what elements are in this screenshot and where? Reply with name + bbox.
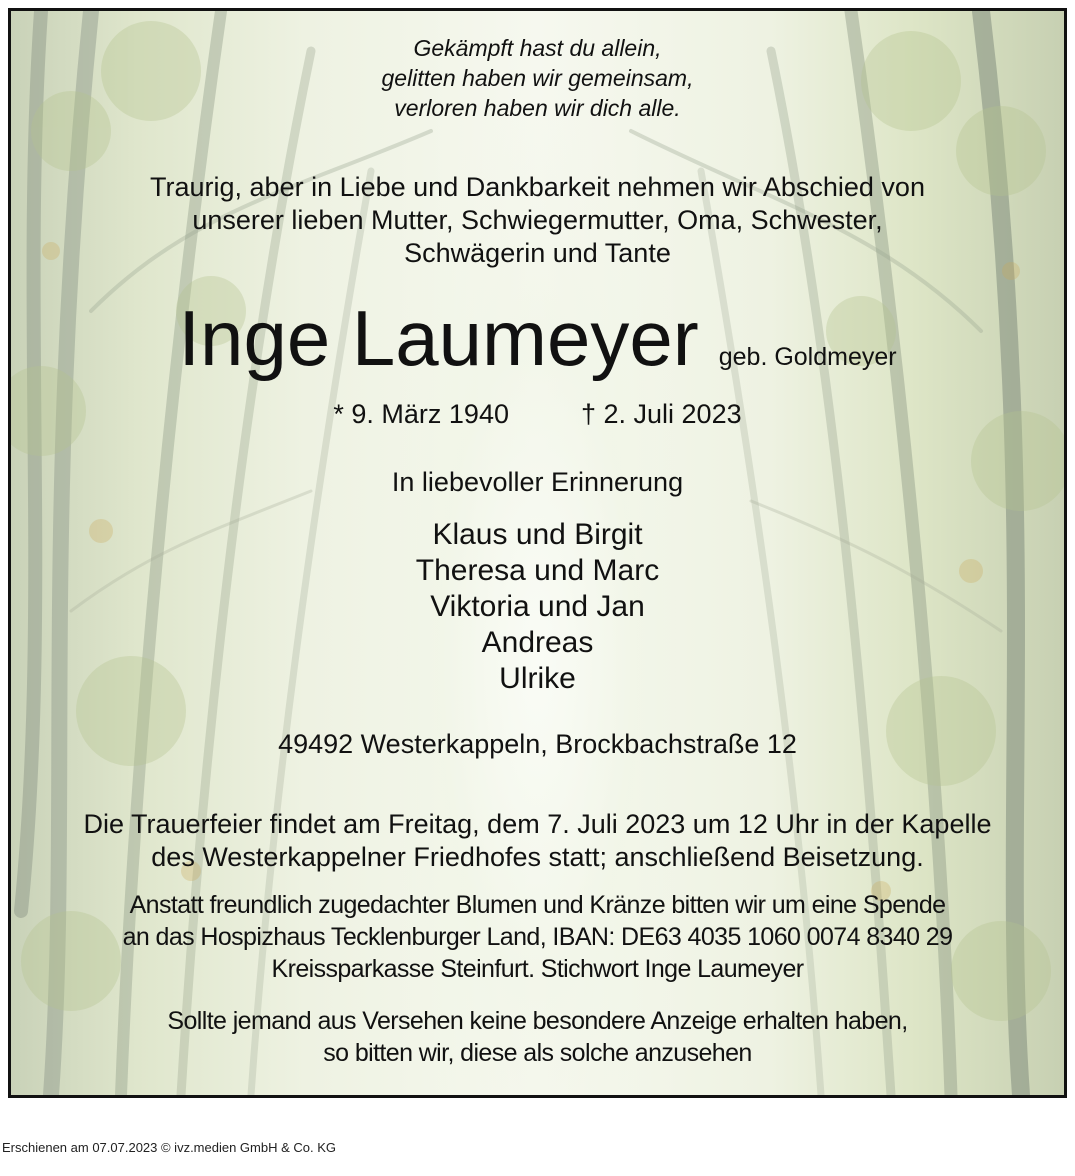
closing-line: Sollte jemand aus Versehen keine besondere Anzeige erhalten haben,	[167, 1007, 908, 1035]
closing-line: so bitten wir, diese als solche anzusehen	[323, 1039, 752, 1067]
service-info-line: des Westerkappelner Friedhofes statt; anschließend Beisetzung.	[151, 842, 924, 872]
mourner-name: Ulrike	[499, 662, 576, 695]
memory-line: In liebevoller Erinnerung	[391, 467, 684, 497]
family-address: 49492 Westerkappeln, Brockbachstraße 12	[278, 729, 797, 759]
mourner-name: Klaus und Birgit	[432, 518, 643, 551]
intro-line: Traurig, aber in Liebe und Dankbarkeit nehmen wir Abschied von	[150, 172, 925, 202]
motto-line: verloren haben wir dich alle.	[394, 95, 681, 121]
deceased-name: Inge Laumeyer	[178, 294, 699, 382]
mourner-name: Andreas	[481, 626, 594, 659]
motto-line: gelitten haben wir gemeinsam,	[381, 65, 694, 91]
maiden-name: geb. Goldmeyer	[718, 343, 897, 371]
donation-line: Kreissparkasse Steinfurt. Stichwort Inge Laumeyer	[271, 955, 804, 983]
mourner-name: Viktoria und Jan	[430, 590, 645, 623]
mourner-name: Theresa und Marc	[415, 554, 660, 587]
deceased-name-row	[11, 293, 1064, 384]
intro-line: Schwägerin und Tante	[404, 238, 671, 268]
motto-line: Gekämpft hast du allein,	[413, 35, 662, 61]
birth-date: * 9. März 1940	[333, 399, 509, 429]
service-info-line: Die Trauerfeier findet am Freitag, dem 7. Juli 2023 um 12 Uhr in der Kapelle	[83, 809, 992, 839]
donation-line: Anstatt freundlich zugedachter Blumen und Kränze bitten wir um eine Spende	[129, 891, 946, 919]
publication-footer: Erschienen am 07.07.2023 © ivz.medien GmbH & Co. KG	[2, 1140, 337, 1155]
life-dates	[11, 399, 1064, 430]
intro-line: unserer lieben Mutter, Schwiegermutter, Oma, Schwester,	[192, 205, 883, 235]
obituary-notice	[8, 8, 1067, 1098]
death-date: † 2. Juli 2023	[580, 399, 742, 429]
donation-line: an das Hospizhaus Tecklenburger Land, IBAN: DE63 4035 1060 0074 8340 29	[122, 923, 953, 951]
